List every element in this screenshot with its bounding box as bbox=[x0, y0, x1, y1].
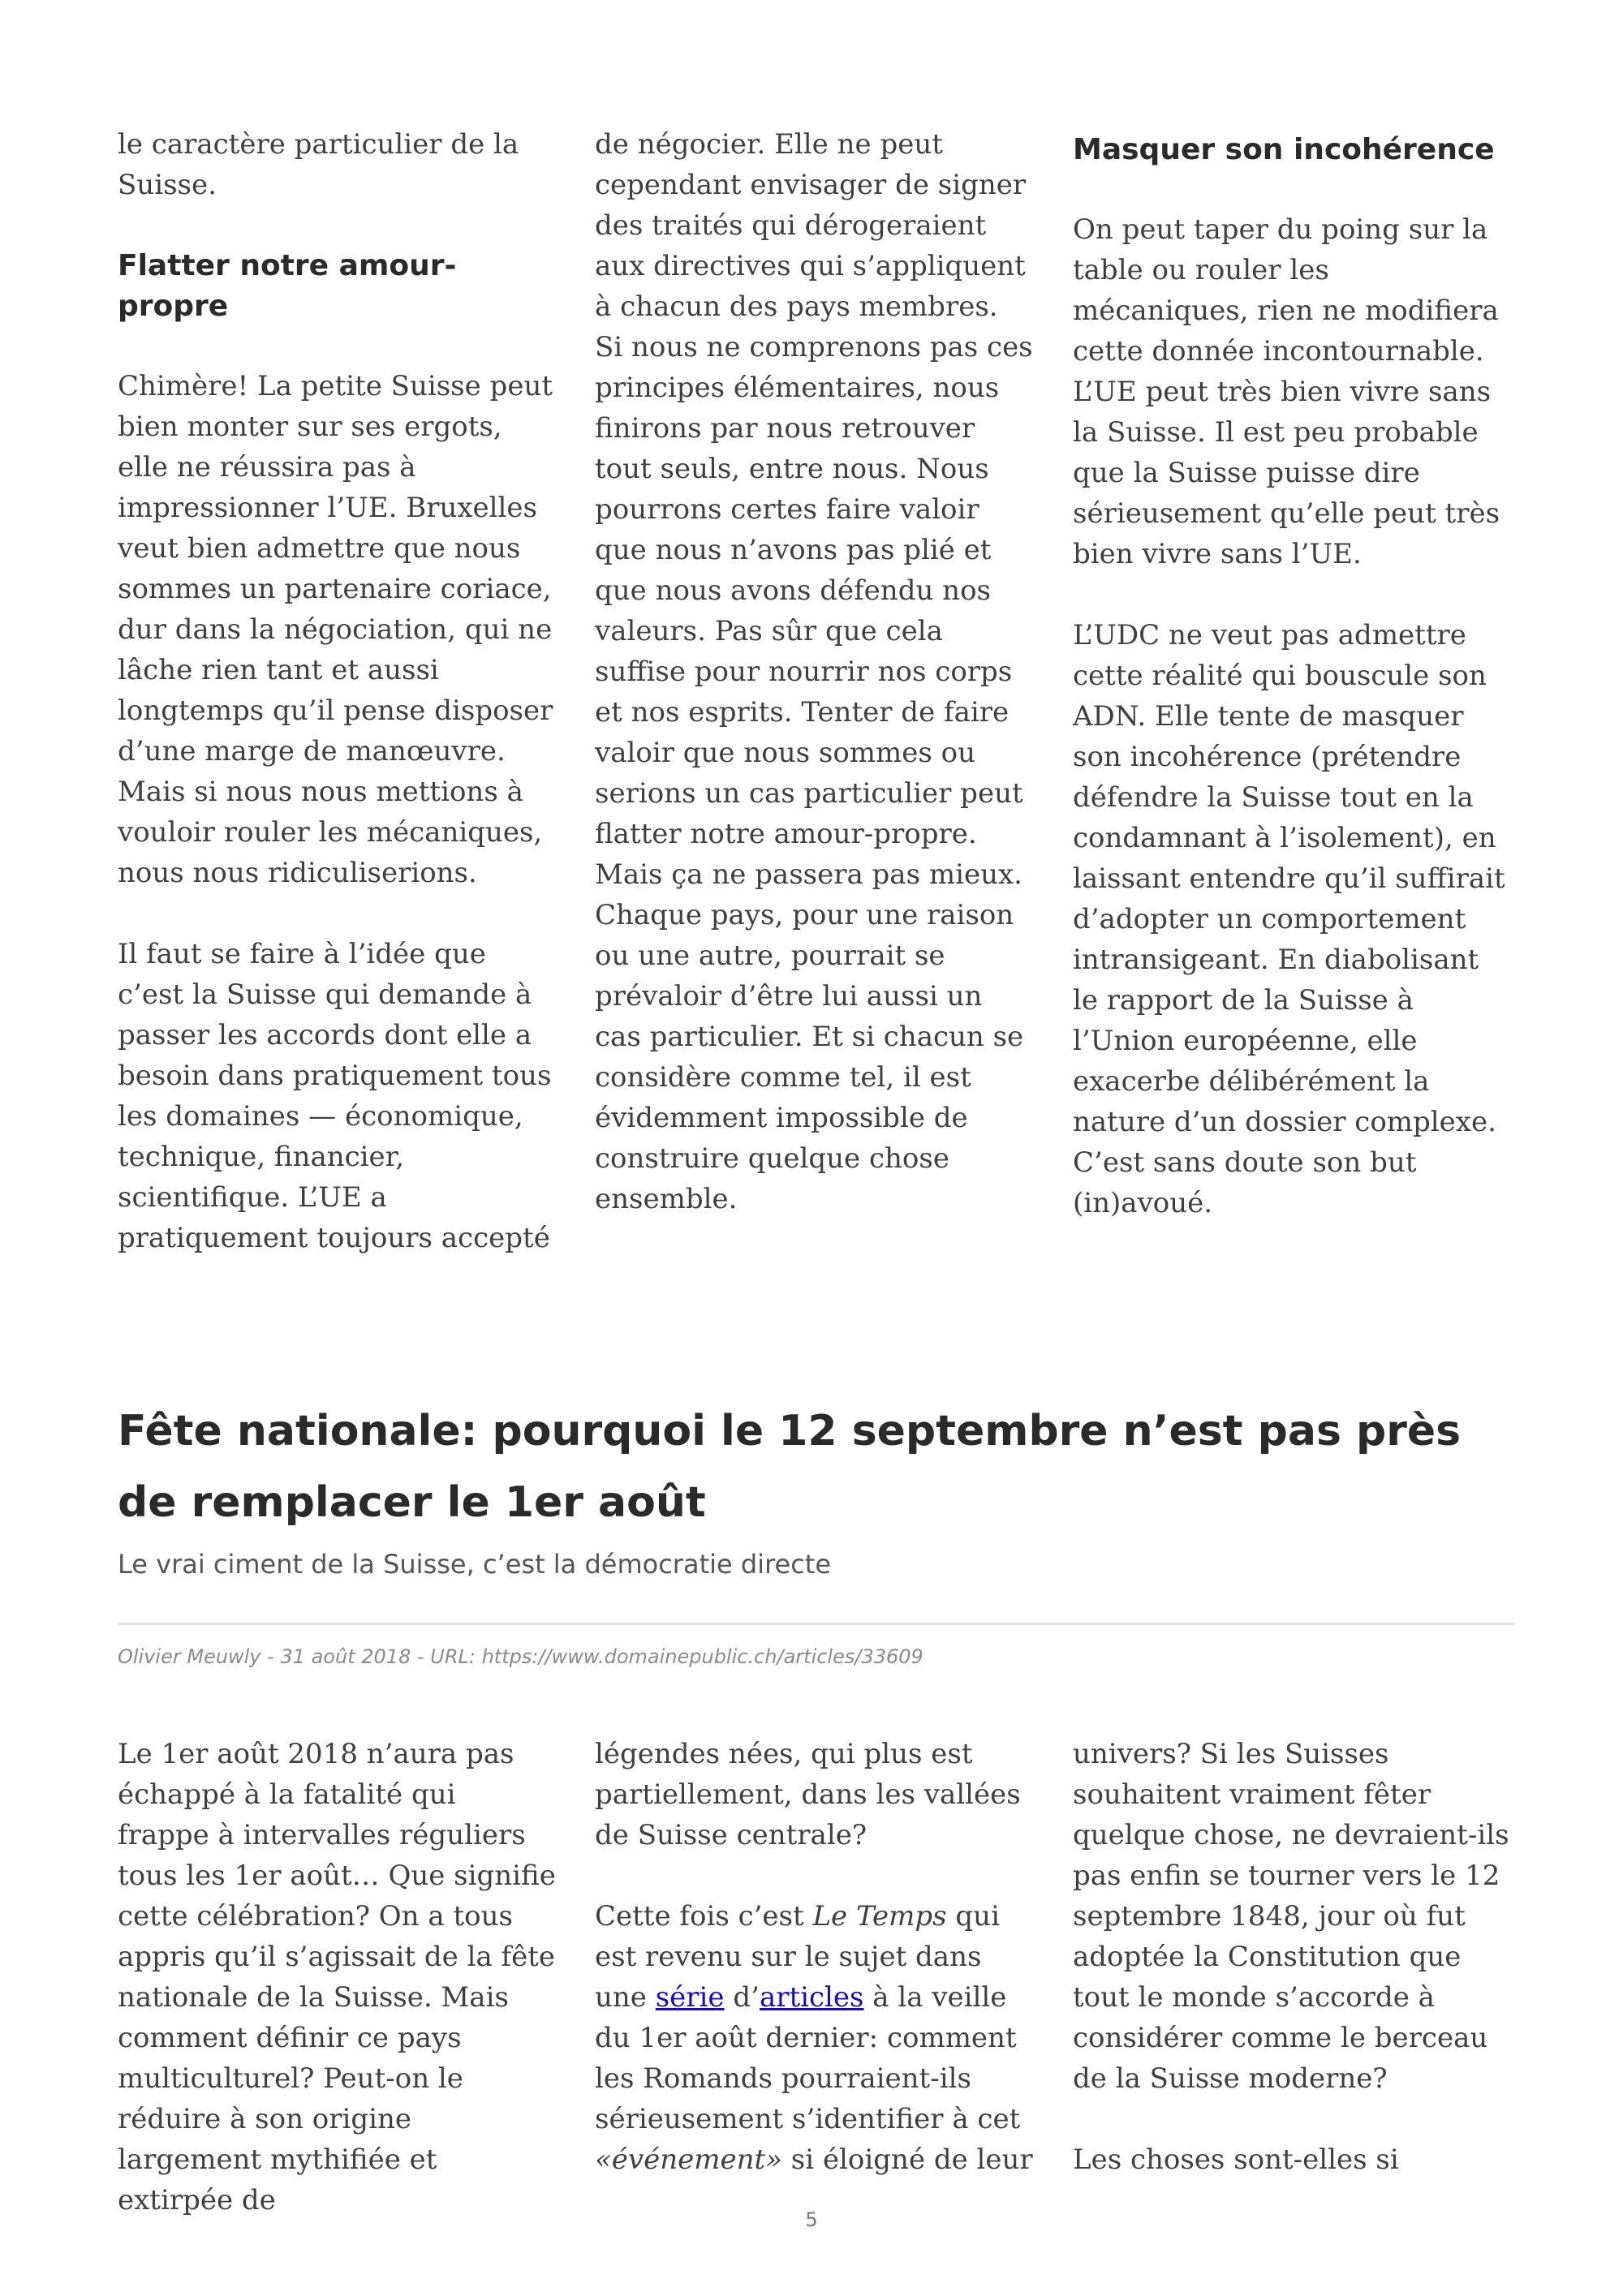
text-run: qui est revenu sur le sujet dans une bbox=[595, 1900, 1000, 2014]
paragraph: On peut taper du poing sur la table ou rouler les mécaniques, rien ne modifiera cette donnée incontournable. L’UE peut très bien vivre sans la Suisse. Il est peu probable que la Suisse puisse dire sérieusement qu’elle peut très bien vivre sans l’UE. bbox=[1073, 213, 1500, 570]
page-number: 5 bbox=[805, 2208, 818, 2231]
emphasis: «événement» bbox=[595, 2143, 782, 2176]
paragraph: Les choses sont-elles si bbox=[1073, 2143, 1399, 2176]
text-run: d’ bbox=[724, 1981, 760, 2014]
section-heading-flatter: Flatter notre amour-propre bbox=[118, 249, 457, 323]
article2-column-3 bbox=[1073, 1734, 1511, 2180]
paragraph: légendes nées, qui plus est partiellement, dans les vallées de Suisse centrale? bbox=[595, 1738, 1021, 1851]
link-articles[interactable]: articles bbox=[759, 1981, 864, 2014]
paragraph: univers? Si les Suisses souhaitent vraiment fêter quelque chose, ne devraient-ils pas enfin se tourner vers le 12 septembre 1848, jour où fut adoptée la Constitution que tout le monde s’accorde à considérer comme le berceau de la Suisse moderne? bbox=[1073, 1738, 1509, 2095]
article2-column-1 bbox=[118, 1734, 556, 2221]
article1-column-2 bbox=[595, 124, 1033, 1219]
text-run: Cette fois c’est bbox=[595, 1900, 813, 1933]
paragraph: Chimère! La petite Suisse peut bien monter sur ses ergots, elle ne réussira pas à impressionner l’UE. Bruxelles veut bien admettre que nous sommes un partenaire coriace, dur dans la négociation, qui ne lâche rien tant et aussi longtemps qu’il pense disposer d’une marge de manœuvre. Mais si nous nous mettions à vouloir rouler les mécaniques, nous nous ridiculiserions. bbox=[118, 370, 553, 889]
paragraph: Il faut se faire à l’idée que c’est la Suisse qui demande à passer les accords dont elle a besoin dans pratiquement tous les domaines — économique, technique, financier, scientifique. L’UE a pratiquement toujours accepté bbox=[118, 938, 552, 1254]
article1-column-3 bbox=[1073, 130, 1511, 1223]
text-run: à la veille du 1er août dernier: comment les Romands pourraient-ils sérieusement s’identifier à cet bbox=[595, 1981, 1021, 2135]
article-title: Fête nationale: pourquoi le 12 septembre n’est pas près de remplacer le 1er août bbox=[118, 1407, 1462, 1527]
article2-column-2 bbox=[595, 1734, 1033, 2180]
text-run: si éloigné de leur bbox=[782, 2143, 1033, 2176]
article-meta: Olivier Meuwly - 31 août 2018 - URL: https://www.domainepublic.ch/articles/33609 bbox=[118, 1645, 923, 1668]
link-serie[interactable]: série bbox=[655, 1981, 725, 2014]
article-subtitle: Le vrai ciment de la Suisse, c’est la démocratie directe bbox=[118, 1549, 832, 1580]
paragraph: de négocier. Elle ne peut cependant envisager de signer des traités qui dérogeraient aux directives qui s’appliquent à chacun des pays membres. Si nous ne comprenons pas ces principes élémentaires, nous finirons par nous retrouver tout seuls, entre nous. Nous pourrons certes faire valoir que nous n’avons pas plié et que nous avons défendu nos valeurs. Pas sûr que cela suffise pour nourrir nos corps et nos esprits. Tenter de faire valoir que nous sommes ou serions un cas particulier peut flatter notre amour-propre. Mais ça ne passera pas mieux. Chaque pays, pour une raison ou une autre, pourrait se prévaloir d’être lui aussi un cas particulier. Et si chacun se considère comme tel, il est évidemment impossible de construire quelque chose ensemble. bbox=[595, 128, 1033, 1215]
paragraph: Le 1er août 2018 n’aura pas échappé à la fatalité qui frappe à intervalles réguliers tous les 1er août… Que signifie cette célébration? On a tous appris qu’il s’agissait de la fête nationale de la Suisse. Mais comment définir ce pays multiculturel? Peut-on le réduire à son origine largement mythifiée et extirpée de bbox=[118, 1738, 556, 2216]
paragraph: L’UDC ne veut pas admettre cette réalité qui bouscule son ADN. Elle tente de masquer son incohérence (prétendre défendre la Suisse tout en la condamnant à l’isolement), en laissant entendre qu’il suffirait d’adopter un comportement intransigeant. En diabolisant le rapport de la Suisse à l’Union européenne, elle exacerbe délibérément la nature d’un dossier complexe. C’est sans doute son but (in)avoué. bbox=[1073, 619, 1505, 1219]
article1-column-1 bbox=[118, 124, 556, 1258]
divider bbox=[118, 1623, 1515, 1625]
paragraph: le caractère particulier de la Suisse. bbox=[118, 128, 519, 201]
paragraph bbox=[595, 1896, 1033, 2180]
section-heading-masquer: Masquer son incohérence bbox=[1073, 133, 1495, 166]
newspaper-name: Le Temps bbox=[812, 1900, 947, 1933]
